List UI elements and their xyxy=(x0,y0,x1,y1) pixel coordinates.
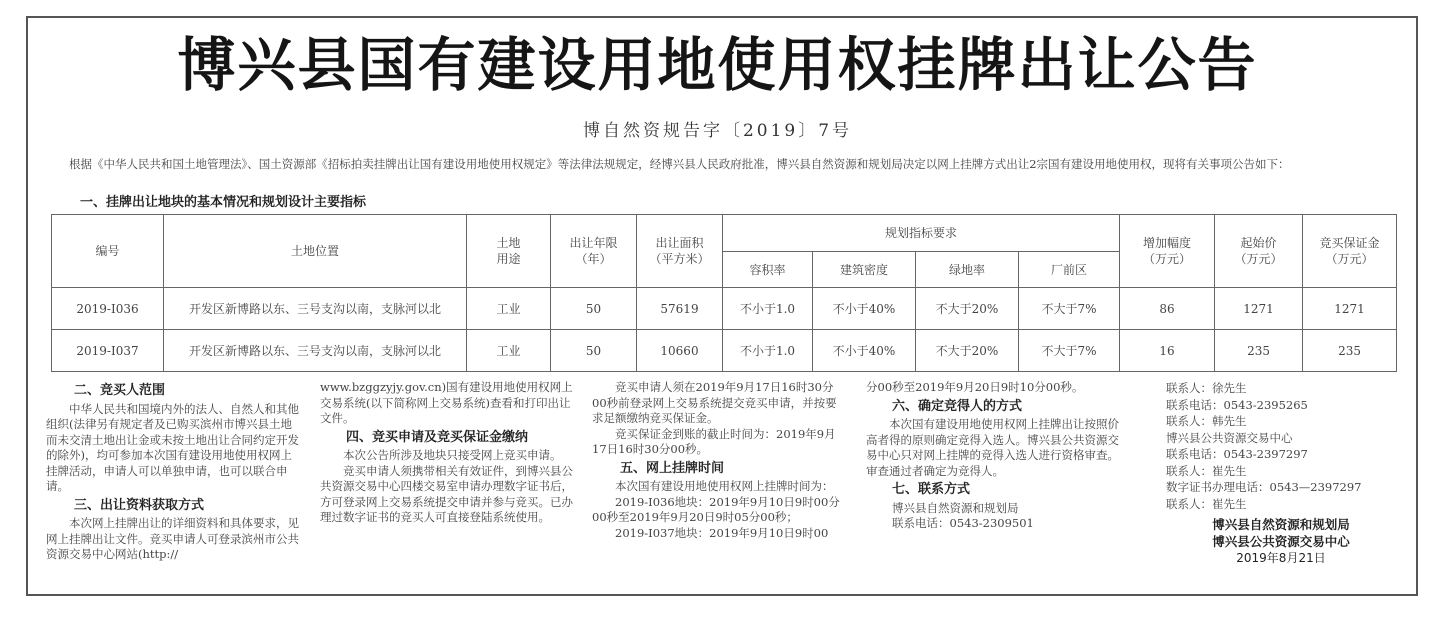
land-parcel-table xyxy=(51,214,1397,372)
cell-use: 工业 xyxy=(467,330,551,372)
section5-paragraph-cont: 分00秒至2019年9月20日9时10分00秒。 xyxy=(866,380,1084,394)
document-number: 博自然资规告字〔2019〕7号 xyxy=(582,121,853,141)
section1-heading: 一、挂牌出让地块的基本情况和规划设计主要指标 xyxy=(80,195,367,210)
cell-start-price: 1271 xyxy=(1215,288,1303,330)
contact-line: 博兴县公共资源交易中心 xyxy=(1166,430,1293,445)
header-green: 绿地率 xyxy=(916,252,1019,288)
section5-paragraph-3: 2019-I037地块：2019年9月10日9时00 xyxy=(615,525,829,540)
contact-line: 联系人：崔先生 xyxy=(1166,496,1247,511)
page-title: 博兴县国有建设用地使用权挂牌出让公告 xyxy=(177,31,1258,99)
contact-org: 博兴县自然资源和规划局 xyxy=(892,500,1019,515)
section3-paragraph-cont: www.bzggzyjy.gov.cn)国有建设用地使用权网上交易系统(以下简称网上交易系统)查看和打印出让文件。 xyxy=(320,380,573,425)
header-use: 土地 用途 xyxy=(467,215,551,288)
cell-density: 不小于40% xyxy=(813,288,916,330)
cell-term: 50 xyxy=(551,288,637,330)
table-row xyxy=(52,288,1397,330)
section4-paragraph-2: 竞买申请人须携带相关有效证件，到博兴县公共资源交易中心四楼交易室申请办理数字证书后，方可登录网上交易系统提交申请并参与竞买。已办理过数字证书的竞买人可直接登陆系统使用。 xyxy=(320,463,573,524)
contact-line: 联系人：崔先生 xyxy=(1166,463,1247,478)
cell-frontage: 不大于7% xyxy=(1019,288,1120,330)
section4-paragraph-1: 本次公告所涉及地块只接受网上竞买申请。 xyxy=(343,448,562,462)
cell-area: 10660 xyxy=(637,330,723,372)
section4-paragraph-4: 竞买保证金到账的截止时间为：2019年9月17日16时30分00秒。 xyxy=(592,426,836,456)
column-5 xyxy=(1166,380,1396,567)
section7-heading: 七、联系方式 xyxy=(892,482,971,497)
contact-phone: 联系电话：0543-2309501 xyxy=(892,516,1034,530)
cell-deposit: 1271 xyxy=(1303,288,1397,330)
cell-start-price: 235 xyxy=(1215,330,1303,372)
signature-date: 2019年8月21日 xyxy=(1236,551,1326,565)
cell-location: 开发区新博路以东、三号支沟以南，支脉河以北 xyxy=(164,330,467,372)
header-frontage: 厂前区 xyxy=(1019,252,1120,288)
cell-increment: 86 xyxy=(1120,288,1215,330)
table-row xyxy=(52,330,1397,372)
signature-org-1: 博兴县自然资源和规划局 xyxy=(1212,517,1350,532)
cell-area: 57619 xyxy=(637,288,723,330)
contact-line: 联系电话：0543-2397297 xyxy=(1166,447,1308,461)
section2-paragraph: 中华人民共和国境内外的法人、自然人和其他组织(法律另有规定者及已购买滨州市博兴县土地而未交清土地出让金或未按土地出让合同约定开发的除外)，均可参加本次国有建设用地使用权网上挂牌活动，申请人可以单独申请，也可以联合申请。 xyxy=(46,401,299,493)
header-density: 建筑密度 xyxy=(813,252,916,288)
cell-density: 不小于40% xyxy=(813,330,916,372)
section2-heading: 二、竞买人范围 xyxy=(74,383,166,398)
column-2 xyxy=(320,380,576,526)
cell-deposit: 235 xyxy=(1303,330,1397,372)
section5-paragraph-2: 2019-I036地块：2019年9月10日9时00分00秒至2019年9月20日9时05分00秒； xyxy=(592,494,840,524)
header-increment: 增加幅度 （万元） xyxy=(1120,215,1215,288)
cell-frontage: 不大于7% xyxy=(1019,330,1120,372)
header-area: 出让面积 （平方米） xyxy=(637,215,723,288)
header-start-price: 起始价 （万元） xyxy=(1215,215,1303,288)
column-1 xyxy=(46,380,302,563)
cell-far: 不小于1.0 xyxy=(723,288,813,330)
cell-id: 2019-I036 xyxy=(52,288,164,330)
contact-line: 联系电话：0543-2395265 xyxy=(1166,397,1308,412)
section6-heading: 六、确定竞得人的方式 xyxy=(892,398,1023,414)
section3-heading: 三、出让资料获取方式 xyxy=(74,497,205,513)
signature-block xyxy=(1166,516,1396,567)
intro-paragraph: 根据《中华人民共和国土地管理法》、国土资源部《招标拍卖挂牌出让国有建设用地使用权规定》等法律法规规定，经博兴县人民政府批准，博兴县自然资源和规划局决定以网上挂牌方式出让2宗国有建设用地使用权，现将有关事项公告如下： xyxy=(69,157,1290,171)
section4-heading: 四、竞买申请及竞买保证金缴纳 xyxy=(346,429,529,445)
cell-far: 不小于1.0 xyxy=(723,330,813,372)
contact-line: 联系人：徐先生 xyxy=(1166,381,1247,395)
contact-line: 联系人：韩先生 xyxy=(1166,414,1247,428)
section5-heading: 五、网上挂牌时间 xyxy=(620,460,725,476)
cell-green: 不大于20% xyxy=(916,330,1019,372)
contact-line: 数字证书办理电话：0543—2397297 xyxy=(1166,480,1362,494)
cell-id: 2019-I037 xyxy=(52,330,164,372)
section5-paragraph-1: 本次国有建设用地使用权网上挂牌时间为： xyxy=(615,479,834,493)
column-3 xyxy=(592,380,848,541)
cell-use: 工业 xyxy=(467,288,551,330)
cell-location: 开发区新博路以东、三号支沟以南，支脉河以北 xyxy=(164,288,467,330)
column-4 xyxy=(866,380,1122,532)
header-id: 编号 xyxy=(52,215,164,288)
cell-increment: 16 xyxy=(1120,330,1215,372)
header-far: 容积率 xyxy=(723,252,813,288)
section4-paragraph-3: 竞买申请人须在2019年9月17日16时30分00秒前登录网上交易系统提交竞买申请，并按要求足额缴纳竞买保证金。 xyxy=(592,380,837,425)
cell-term: 50 xyxy=(551,330,637,372)
signature-org-2: 博兴县公共资源交易中心 xyxy=(1212,534,1350,549)
section6-paragraph: 本次国有建设用地使用权网上挂牌出让按照价高者得的原则确定竞得入选人。博兴县公共资源交易中心只对网上挂牌的竞得入选人进行资格审查。审查通过者确定为竞得人。 xyxy=(866,417,1119,478)
header-term: 出让年限 （年） xyxy=(551,215,637,288)
header-planning: 规划指标要求 xyxy=(723,215,1120,252)
cell-green: 不大于20% xyxy=(916,288,1019,330)
header-location: 土地位置 xyxy=(164,215,467,288)
header-deposit: 竞买保证金 （万元） xyxy=(1303,215,1397,288)
section3-paragraph: 本次网上挂牌出让的详细资料和具体要求，见网上挂牌出让文件。竞买申请人可登录滨州市公共资源交易中心网站(http:// xyxy=(46,516,299,561)
